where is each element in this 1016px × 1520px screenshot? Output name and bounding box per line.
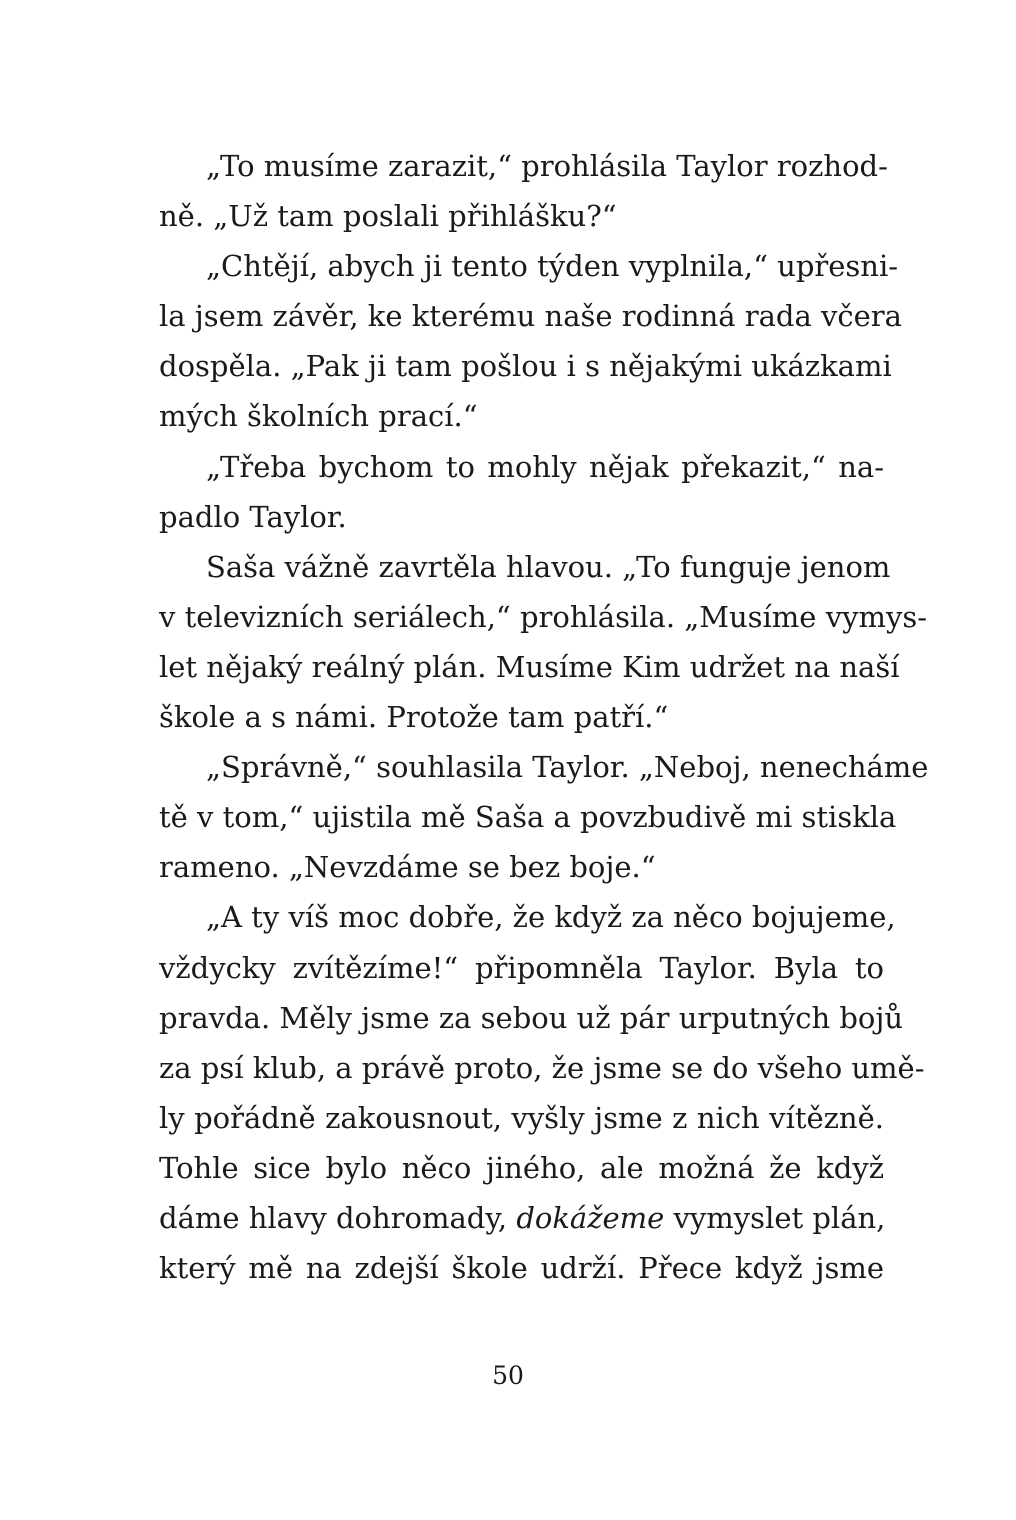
text-line: „Chtějí, abych ji tento týden vyplnila,“ upřesni-: [206, 249, 899, 284]
text-line: [159, 1193, 884, 1243]
text-line: ně. „Už tam poslali přihlášku?“: [159, 199, 617, 234]
text-line: za psí klub, a právě proto, že jsme se do všeho umě-: [159, 1050, 925, 1085]
text-line: „Třeba bychom to mohly nějak překazit,“ na-: [206, 449, 884, 484]
text-line: tě v tom,“ ujistila mě Saša a povzbudivě mi stiskla: [159, 800, 897, 835]
text-line: „To musíme zarazit,“ prohlásila Taylor rozhod-: [206, 149, 888, 183]
text-line: pravda. Měly jsme za sebou už pár urputných bojů: [159, 1000, 904, 1035]
text-line: rameno. „Nevzdáme se bez boje.“: [159, 850, 656, 885]
text-line: la jsem závěr, ke kterému naše rodinná rada včera: [159, 299, 902, 334]
text-line: Tohle sice bylo něco jiného, ale možná že když: [159, 1150, 884, 1185]
text-line: mých školních prací.“: [159, 399, 478, 434]
text-line: padlo Taylor.: [159, 499, 347, 534]
page-number: 50: [492, 1361, 524, 1390]
body-text: [159, 141, 929, 1293]
text-line: let nějaký reálný plán. Musíme Kim udržet na naší: [159, 649, 900, 684]
text-line: „Správně,“ souhlasila Taylor. „Neboj, nenecháme: [206, 750, 929, 785]
text-line: v televizních seriálech,“ prohlásila. „Musíme vymys-: [159, 599, 928, 634]
text-line: škole a s námi. Protože tam patří.“: [159, 700, 669, 735]
text-line: „A ty víš moc dobře, že když za něco bojujeme,: [206, 900, 896, 935]
text-line-end: vymyslet plán,: [673, 1200, 886, 1235]
text-line: vždycky zvítězíme!“ připomněla Taylor. Byla to: [159, 950, 884, 985]
text-line: který mě na zdejší škole udrží. Přece když jsme: [159, 1251, 884, 1286]
text-line-start: dáme hlavy dohromady,: [159, 1200, 508, 1235]
text-line: dospěla. „Pak ji tam pošlou i s nějakými ukázkami: [159, 349, 892, 384]
emphasis-text: dokážeme: [516, 1200, 665, 1235]
text-line: Saša vážně zavrtěla hlavou. „To funguje jenom: [206, 549, 891, 584]
text-line: ly pořádně zakousnout, vyšly jsme z nich vítězně.: [159, 1100, 884, 1135]
